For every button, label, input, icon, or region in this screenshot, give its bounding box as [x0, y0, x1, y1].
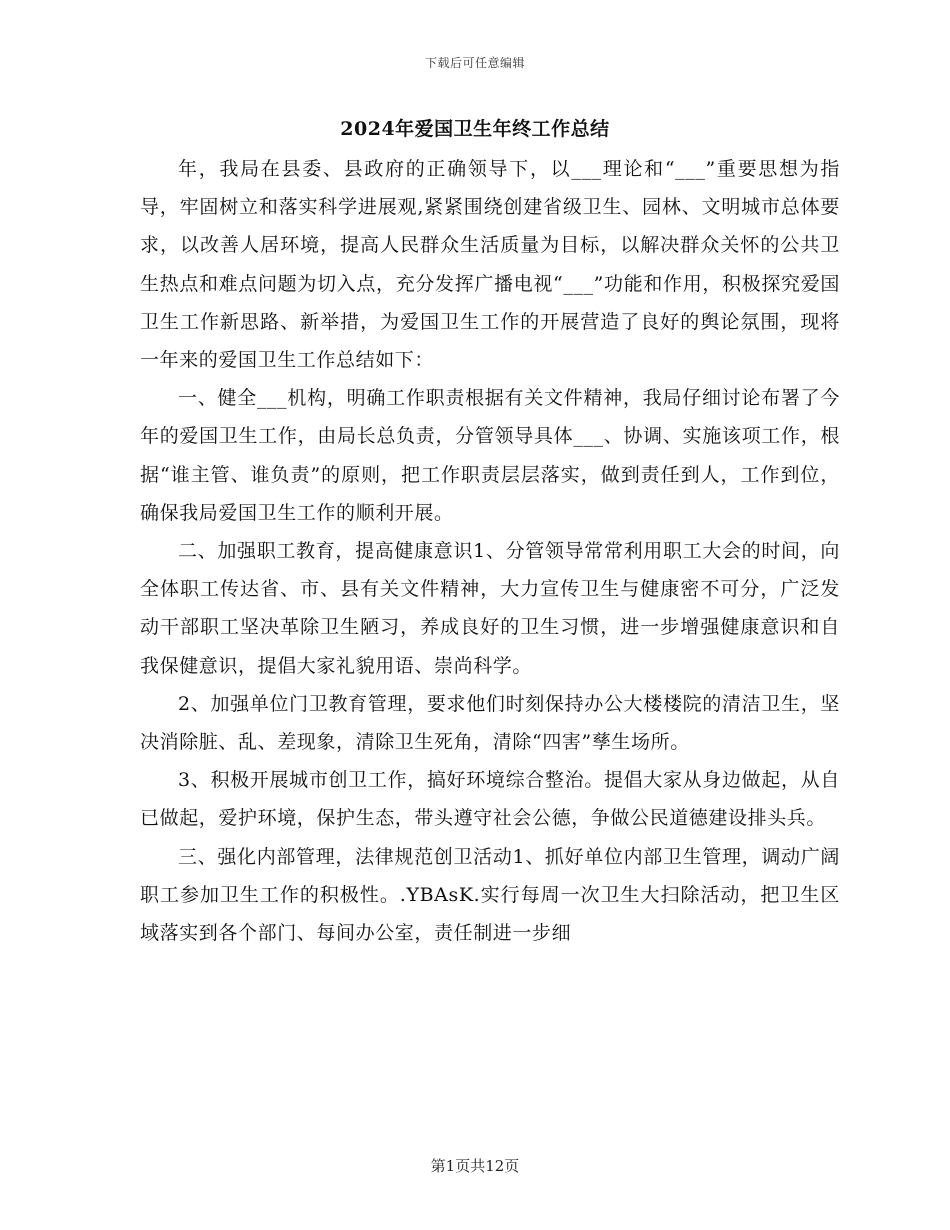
document-title: 2024年爱国卫生年终工作总结 [340, 118, 610, 140]
header-note: 下载后可任意编辑 [424, 56, 525, 70]
document-body [140, 150, 840, 952]
paragraph-section-3: 三、强化内部管理，法律规范创卫活动1、抓好单位内部卫生管理，调动广阔职工参加卫生工作的积极性。.YBAsK.实行每周一次卫生大扫除活动，把卫生区域落实到各个部门、每间办公室，责任制进一步细 [140, 845, 840, 945]
page-footer: 第1页共12页 [430, 1157, 520, 1175]
paragraph-intro: 年，我局在县委、县政府的正确领导下，以___理论和“___”重要思想为指导，牢固树立和落实科学进展观,紧紧围绕创建省级卫生、园林、文明城市总体要求，以改善人居环境，提高人民群众生活质量为目标，以解决群众关怀的公共卫生热点和难点问题为切入点，充分发挥广播电视“___”功能和作用，积极探究爱国卫生工作新思路、新举措，为爱国卫生工作的开展营造了良好的舆论氛围，现将一年来的爱国卫生工作总结如下： [140, 158, 840, 372]
paragraph-section-2: 二、加强职工教育，提高健康意识1、分管领导常常利用职工大会的时间，向全体职工传达省、市、县有关文件精神，大力宣传卫生与健康密不可分，广泛发动干部职工坚决革除卫生陋习，养成良好的卫生习惯，进一步增强健康意识和自我保健意识，提倡大家礼貌用语、崇尚科学。 [140, 540, 840, 677]
paragraph-item-3: 3、积极开展城市创卫工作，搞好环境综合整治。提倡大家从身边做起，从自已做起，爱护环境，保护生态，带头遵守社会公德，争做公民道德建设排头兵。 [140, 769, 840, 830]
paragraph-section-1: 一、健全___机构，明确工作职责根据有关文件精神，我局仔细讨论布署了今年的爱国卫生工作，由局长总负责，分管领导具体___、协调、实施该项工作，根据“谁主管、谁负责”的原则，把工作职责层层落实，做到责任到人，工作到位，确保我局爱国卫生工作的顺利开展。 [140, 387, 840, 524]
paragraph-item-2: 2、加强单位门卫教育管理，要求他们时刻保持办公大楼楼院的清洁卫生，坚决消除脏、乱、差现象，清除卫生死角，清除“四害”孳生场所。 [140, 692, 840, 754]
